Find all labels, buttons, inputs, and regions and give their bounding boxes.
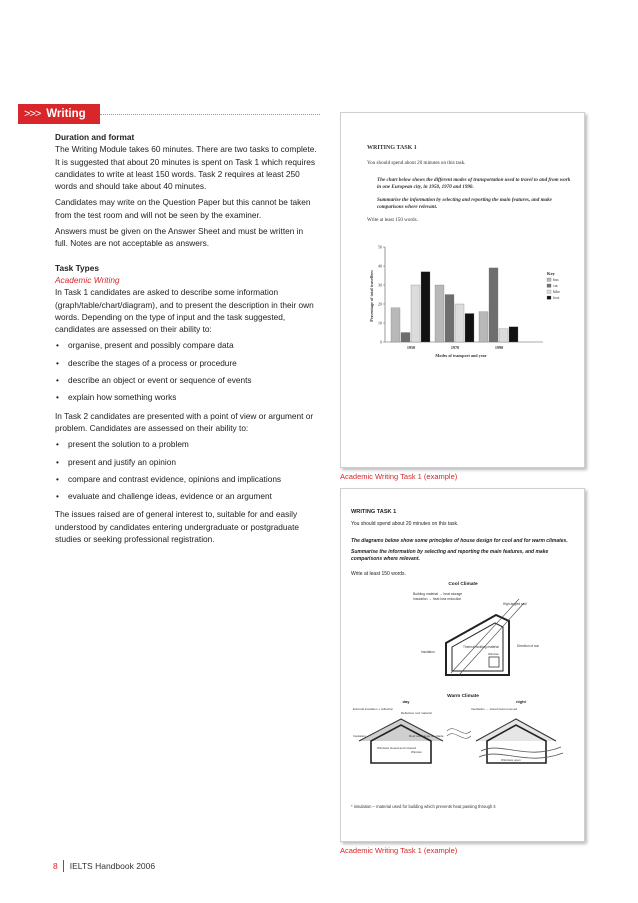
airflow-arrow	[479, 753, 563, 758]
cool-legend-material: Building material → heat storage	[413, 592, 463, 596]
duration-paragraph: Answers must be given on the Answer Sheet and must be written in full. Notes are not acceptable as answers.	[55, 226, 304, 249]
legend-label-bus: bus	[553, 277, 559, 282]
transport-bar-chart	[361, 241, 571, 361]
heat-wave-arrow	[447, 729, 471, 734]
list-item: • organise, present and possibly compare data	[55, 339, 317, 351]
night-roof	[476, 719, 556, 741]
external-insulation-label: External insulation + reflection	[353, 707, 394, 711]
bar-car-1950	[401, 333, 410, 343]
y-tick-label: 20	[378, 301, 382, 307]
bar-bike-1990	[499, 329, 508, 342]
bar-bike-1970	[455, 304, 464, 342]
list-item: • explain how something works	[55, 391, 317, 403]
task-time: You should spend about 20 minutes on this task.	[367, 160, 466, 166]
legend-label-bike: bike	[553, 289, 560, 294]
legend-swatch-bike	[547, 290, 551, 293]
task-sheet	[367, 145, 572, 224]
task-heading: WRITING TASK 1	[367, 145, 417, 151]
legend-label-foot: foot	[553, 295, 560, 300]
y-tick-label: 0	[380, 339, 382, 345]
insulation-label: Insulation	[421, 650, 435, 654]
duration-paragraph: The Writing Module takes 60 minutes. There are two tasks to complete. It is suggested that about 20 minutes is spent on Task 1 which requires candidates to write at least 150 words. Task 2 requires at least 250 words and should take about 40 minutes.	[55, 144, 317, 192]
bar-bus-1990	[479, 312, 488, 342]
bar-bike-1950	[411, 285, 420, 342]
insulation-note: * insulation – material used for building which prevents heat passing through it	[351, 804, 496, 809]
warm-window-label: Window	[411, 750, 422, 754]
legend-label-car: car	[553, 283, 558, 288]
task1-intro: In Task 1 candidates are asked to describe some information (graph/table/chart/diagram), and to present the description in their own words. Depending on the type of input and the task suggested, candidates are assessed on their ability to:	[55, 287, 314, 335]
task2-intro: In Task 2 candidates are presented with a point of view or argument or problem. Candidates are assessed on their ability to:	[55, 410, 314, 433]
night-label: night	[516, 699, 526, 704]
y-tick-label: 40	[378, 263, 382, 269]
y-tick-label: 30	[378, 282, 382, 288]
airflow-arrow	[481, 747, 561, 752]
cool-window	[489, 657, 499, 667]
list-item: • present the solution to a problem	[55, 438, 317, 450]
list-item: • compare and contrast evidence, opinions and implications	[55, 473, 317, 485]
task-heading: WRITING TASK 1	[351, 509, 397, 515]
y-tick-label: 10	[378, 320, 382, 326]
section-divider	[100, 114, 320, 115]
list-item: • describe the stages of a process or procedure	[55, 357, 317, 369]
example-task1-diagram-figure	[340, 488, 585, 842]
bar-foot-1990	[509, 327, 518, 342]
bar-bus-1950	[391, 308, 400, 342]
sun-ray	[459, 603, 524, 675]
house-design-diagram	[351, 581, 576, 801]
cool-climate-title: Cool Climate	[448, 582, 478, 587]
list-item: • describe an object or event or sequence of events	[55, 374, 317, 386]
legend-title: Key	[547, 271, 555, 276]
windows-closed-label: Windows closed and covered	[377, 746, 417, 750]
section-title: Writing	[46, 108, 86, 120]
task1-list	[55, 339, 317, 403]
task-word-count: Write at least 150 words.	[351, 571, 406, 577]
bar-car-1990	[489, 268, 498, 342]
legend-swatch-bus	[547, 278, 551, 281]
x-tick-label: 1950	[406, 345, 416, 350]
x-tick-label: 1990	[494, 345, 504, 350]
legend-swatch-foot	[547, 296, 551, 299]
task-types-heading: Task Types	[55, 262, 99, 273]
academic-writing-subheading: Academic Writing	[55, 274, 120, 285]
task-prompt: The diagrams below show some principles of house design for cool and for warm climates.	[351, 538, 568, 544]
day-label: day	[402, 699, 410, 704]
figure2-caption: Academic Writing Task 1 (example)	[340, 846, 458, 855]
closing-paragraph: The issues raised are of general interest to, suitable for and easily understood by candidates entering undergraduate or postgraduate studies or seeking professional registration.	[55, 509, 300, 545]
cool-legend-insulation: Insulation → heat loss reduction	[413, 597, 462, 601]
windows-open-label: Windows open	[501, 758, 521, 762]
section-tab	[18, 104, 100, 124]
y-tick-label: 50	[378, 244, 382, 250]
duration-heading: Duration and format	[55, 132, 135, 142]
warm-insulation-label: Insulation	[353, 734, 366, 738]
task-summarise: Summarise the information by selecting and reporting the main features, and make comparisons where relevant.	[377, 197, 552, 210]
y-axis-label: Percentage of total travellers	[369, 270, 374, 322]
bar-foot-1970	[465, 314, 474, 343]
ventilation-label: Ventilation → stored heat removed	[471, 707, 518, 711]
bar-bus-1970	[435, 285, 444, 342]
heat-wave-arrow	[447, 734, 471, 739]
page-footer	[53, 860, 155, 872]
duration-paragraph: Candidates may write on the Question Paper but this cannot be taken from the test room and will not be seen by the examiner.	[55, 197, 311, 220]
thermal-material-label: Thermal building material	[463, 645, 499, 649]
list-item: • evaluate and challenge ideas, evidence or an argument	[55, 490, 317, 502]
bar-foot-1950	[421, 272, 430, 342]
footer-divider	[63, 860, 64, 872]
window-label: Window	[488, 652, 499, 656]
list-item: • present and justify an opinion	[55, 456, 317, 468]
task2-list	[55, 438, 317, 502]
reflective-roof-label: Reflective roof material	[401, 711, 432, 715]
left-column	[55, 131, 317, 549]
x-tick-label: 1970	[450, 345, 460, 350]
example-task1-chart-figure	[340, 112, 585, 468]
section-arrows: >>>	[24, 108, 41, 120]
task-word-count: Write at least 150 words.	[367, 217, 418, 223]
task-summarise: Summarise the information by selecting and reporting the main features, and make comparisons where relevant.	[351, 549, 549, 562]
roof-label: High-angled roof	[503, 602, 527, 606]
task-time: You should spend about 20 minutes on this task.	[351, 521, 459, 527]
figure1-caption: Academic Writing Task 1 (example)	[340, 472, 458, 481]
warm-climate-title: Warm Climate	[447, 694, 479, 699]
page-number: 8	[53, 861, 58, 871]
direction-of-sun-label: Direction of sun	[517, 644, 540, 648]
bar-car-1970	[445, 295, 454, 343]
legend-swatch-car	[547, 284, 551, 287]
footer-title: IELTS Handbook 2006	[69, 861, 156, 871]
x-axis-label: Modes of transport and year	[435, 353, 487, 358]
roof-overhang-label: Roof overhangs for shade	[409, 734, 444, 738]
task-prompt: The chart below shows the different modes of transportation used to travel to and from work in one European city, in 1950, 1970 and 1990.	[377, 177, 571, 190]
task-sheet	[351, 509, 576, 583]
